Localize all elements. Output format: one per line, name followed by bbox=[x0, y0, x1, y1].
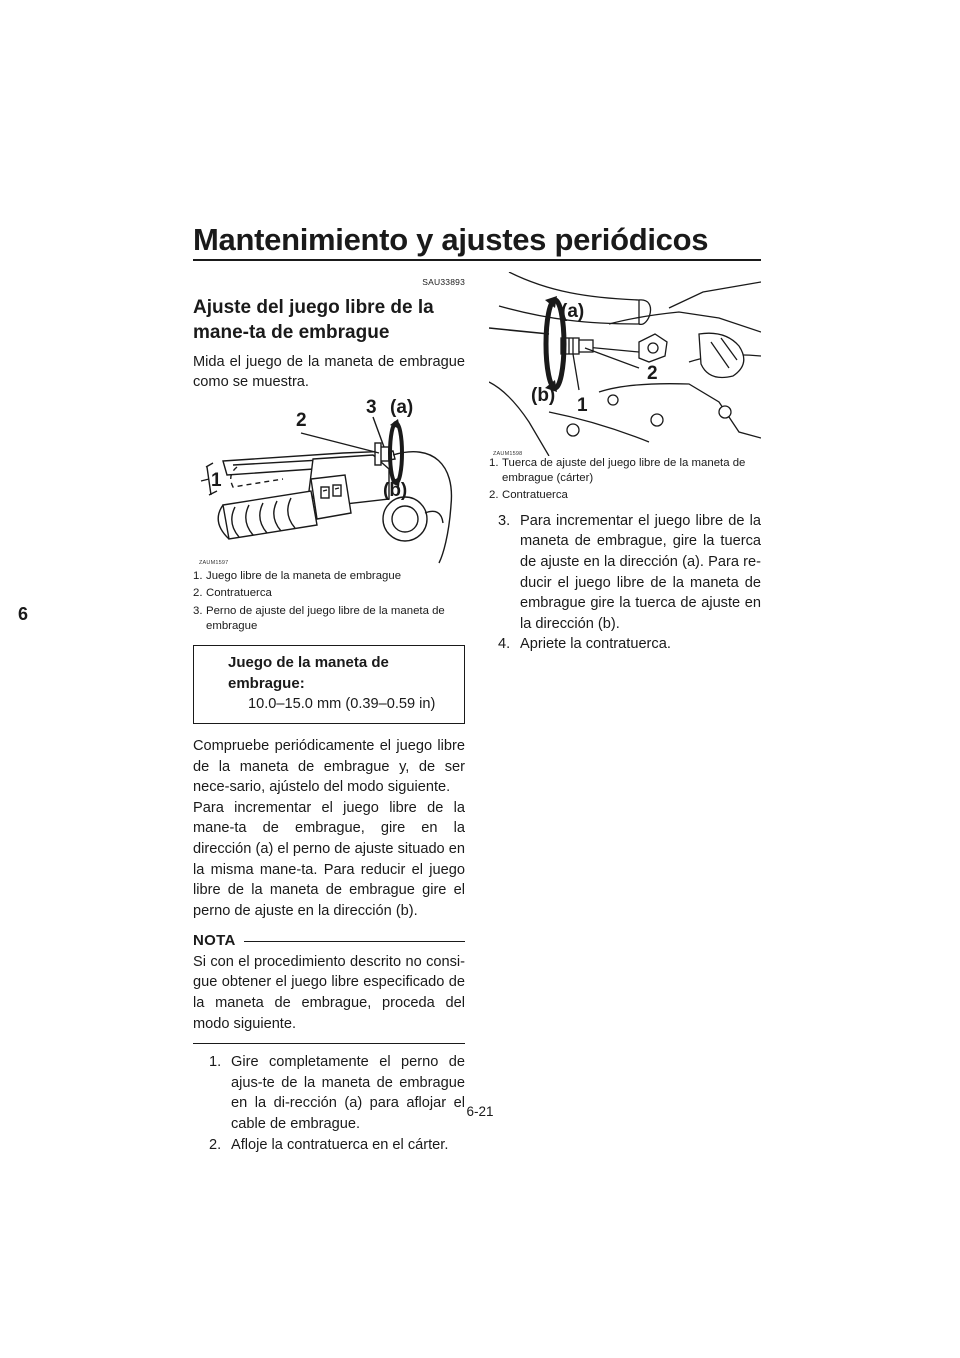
clutch-lever-illustration bbox=[193, 395, 465, 565]
nota-title: NOTA bbox=[193, 932, 236, 950]
intro-paragraph: Mida el juego de la maneta de embrague como se muestra. bbox=[193, 353, 465, 391]
nota-header bbox=[193, 931, 465, 952]
caption-item: 1. Juego libre de la maneta de embrague bbox=[193, 569, 402, 582]
steps-list-right bbox=[489, 511, 761, 655]
spec-label: Juego de la maneta de embrague: bbox=[228, 654, 389, 692]
callout-1: 1 bbox=[577, 395, 588, 416]
caption-item: 1. Tuerca de ajuste del juego libre de la maneta de embrague (cárter) bbox=[489, 457, 746, 484]
paragraph-adjust: Para incrementar el juego libre de la mane-ta de embrague, gire en la dirección (a) el perno de ajuste situado en la misma mane-ta. Para reducir el juego libre de la maneta de embrague gire el perno de ajuste en la dirección (b). bbox=[193, 799, 465, 919]
header-rule bbox=[193, 259, 761, 261]
callout-a: (a) bbox=[390, 396, 414, 418]
figure1-captions bbox=[193, 569, 465, 633]
caption-item: 2. Contratuerca bbox=[489, 489, 568, 502]
step-item: 3. Para incrementar el juego libre de la maneta de embrague, gire la tuerca de ajuste en la dirección (a). Para re-ducir el juego libre de la maneta de embrague gire la tuerca de ajuste en la dirección (b). bbox=[498, 512, 761, 632]
nota-rule bbox=[244, 941, 465, 942]
section-heading: Ajuste del juego libre de la mane-ta de embrague bbox=[193, 296, 434, 343]
spec-box bbox=[193, 645, 465, 724]
step-item: 2. Afloje la contratuerca en el cárter. bbox=[209, 1136, 449, 1153]
callout-a: (a) bbox=[561, 301, 585, 322]
nota-text: Si con el procedimiento descrito no consi-gue obtener el juego libre especificado de la maneta de embrague, proceda del modo siguiente. bbox=[193, 953, 465, 1032]
step-item: 4. Apriete la contratuerca. bbox=[498, 636, 671, 653]
callout-b: (b) bbox=[531, 385, 556, 406]
left-column bbox=[193, 272, 465, 1155]
page-number: 6-21 bbox=[466, 1104, 494, 1119]
spec-value: 10.0–15.0 mm (0.39–0.59 in) bbox=[248, 696, 436, 713]
callout-1: 1 bbox=[211, 469, 222, 491]
figure-code: ZAUM1598 bbox=[493, 451, 523, 457]
chapter-tab: 6 bbox=[17, 604, 28, 624]
crankcase-adjuster-illustration bbox=[489, 272, 761, 456]
caption-item: 2. Contratuerca bbox=[193, 587, 272, 600]
paragraph-check: Compruebe periódicamente el juego libre de la maneta de embrague y, de ser nece-sario, ajústelo del modo siguiente. bbox=[193, 737, 465, 796]
callout-2: 2 bbox=[647, 363, 658, 384]
nota-end-rule bbox=[193, 1043, 465, 1044]
figure-clutch-lever bbox=[193, 395, 465, 565]
section-code: SAU33893 bbox=[422, 277, 465, 287]
page-header-title: Mantenimiento y ajustes periódicos bbox=[193, 222, 709, 257]
figure-crankcase-adjuster bbox=[489, 272, 761, 456]
figure2-captions bbox=[489, 456, 761, 503]
callout-2: 2 bbox=[296, 409, 307, 431]
figure-code: ZAUM1597 bbox=[199, 559, 229, 566]
caption-item: 3. Perno de ajuste del juego libre de la maneta de embrague bbox=[193, 604, 445, 632]
callout-b: (b) bbox=[383, 479, 408, 501]
right-column bbox=[489, 272, 761, 655]
callout-3: 3 bbox=[366, 396, 377, 418]
step-item: 1. Gire completamente el perno de ajus-te de la maneta de embrague en la di-rección (a) para aflojar el cable de embrague. bbox=[209, 1054, 465, 1133]
